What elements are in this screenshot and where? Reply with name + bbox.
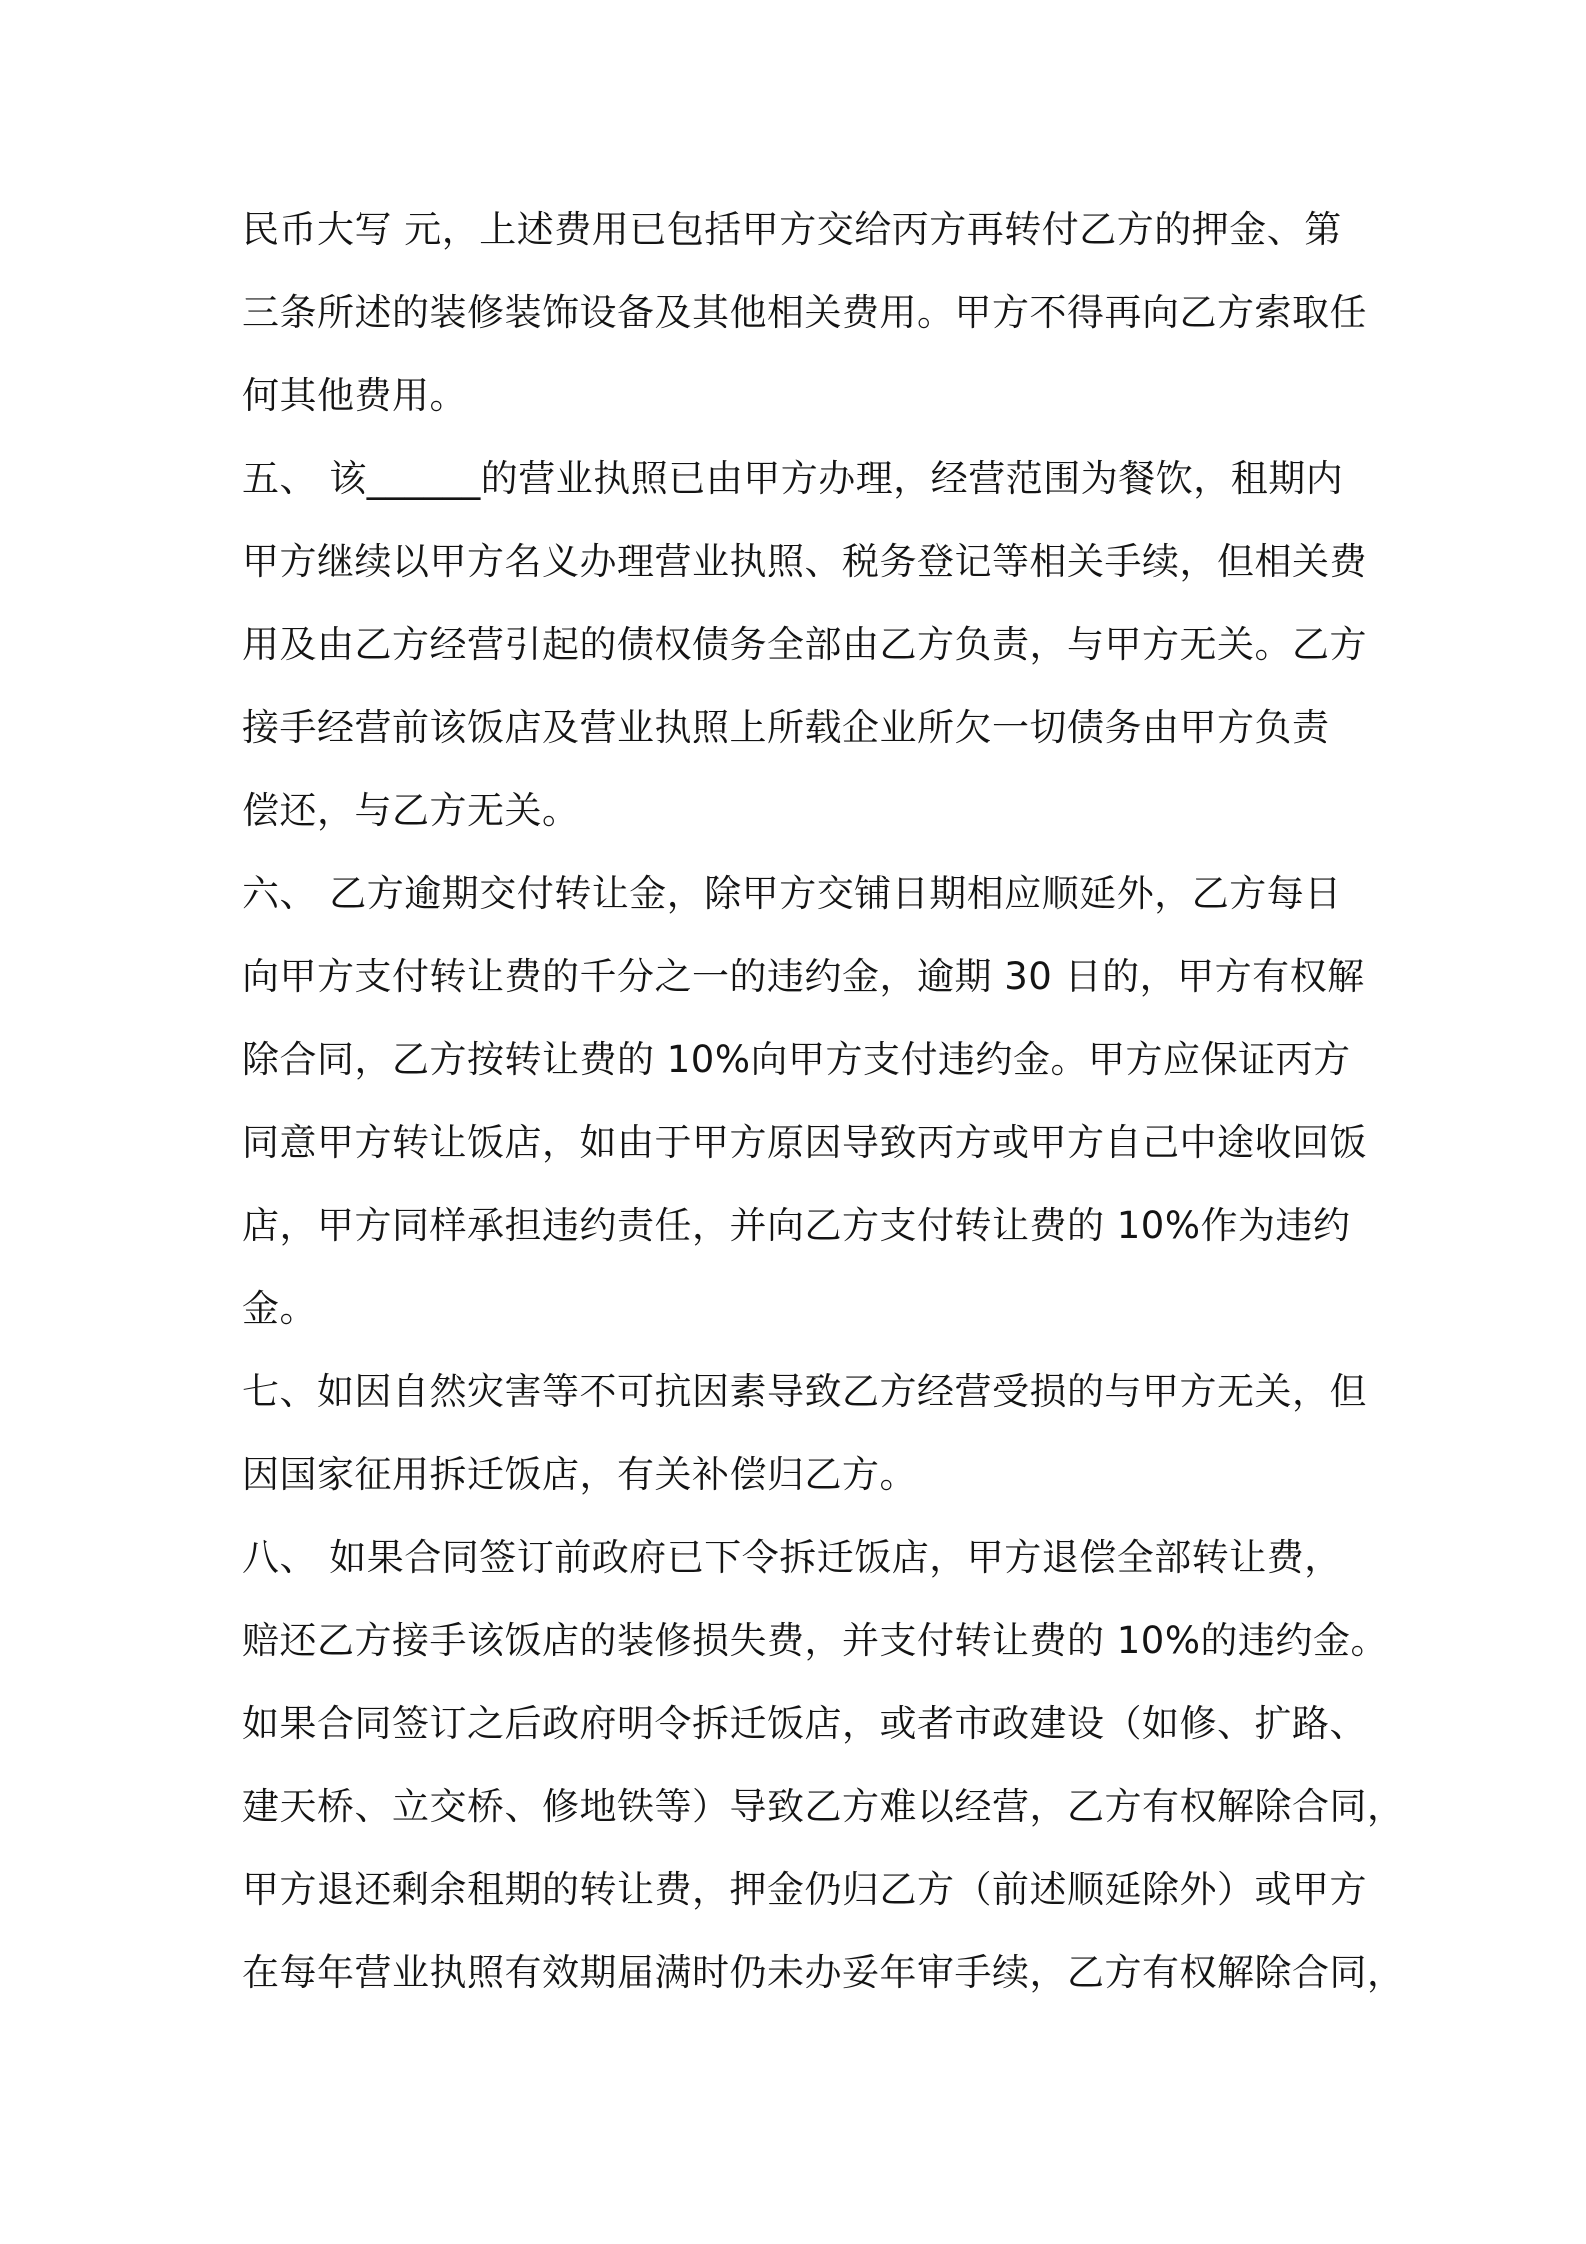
text-line: 如果合同签订之后政府明令拆迁饭店，或者市政建设（如修、扩路、 [242,1702,1367,1745]
text-line: 向甲方支付转让费的千分之一的违约金，逾期 30 日的，甲方有权解 [242,955,1365,998]
text-line: 同意甲方转让饭店，如由于甲方原因导致丙方或甲方自己中途收回饭 [242,1121,1367,1164]
text-line: 建天桥、立交桥、修地铁等）导致乙方难以经营，乙方有权解除合同， [242,1785,1405,1828]
text-line: 金。 [242,1287,317,1330]
text-line: 因国家征用拆迁饭店，有关补偿归乙方。 [242,1453,917,1496]
text-line: 八、 如果合同签订前政府已下令拆迁饭店，甲方退偿全部转让费， [242,1536,1342,1579]
text-line: 三条所述的装修装饰设备及其他相关费用。甲方不得再向乙方索取任 [242,291,1367,334]
text-line: 在每年营业执照有效期届满时仍未办妥年审手续，乙方有权解除合同， [242,1951,1405,1994]
text-line: 除合同，乙方按转让费的 10%向甲方支付违约金。甲方应保证丙方 [242,1038,1351,1081]
text-line: 甲方继续以甲方名义办理营业执照、税务登记等相关手续，但相关费 [242,540,1367,583]
text-line: 何其他费用。 [242,374,467,417]
text-line: 用及由乙方经营引起的债权债务全部由乙方负责，与甲方无关。乙方 [242,623,1367,666]
text-line: 五、 该______的营业执照已由甲方办理，经营范围为餐饮，租期内 [242,457,1344,500]
text-line: 六、 乙方逾期交付转让金，除甲方交铺日期相应顺延外，乙方每日 [242,872,1342,915]
text-line: 偿还，与乙方无关。 [242,789,580,832]
text-line: 民币大写 元，上述费用已包括甲方交给丙方再转付乙方的押金、第 [242,208,1342,251]
text-line: 接手经营前该饭店及营业执照上所载企业所欠一切债务由甲方负责 [242,706,1330,749]
text-line: 七、如因自然灾害等不可抗因素导致乙方经营受损的与甲方无关，但 [242,1370,1367,1413]
text-line: 甲方退还剩余租期的转让费，押金仍归乙方（前述顺延除外）或甲方 [242,1868,1367,1911]
text-line: 赔还乙方接手该饭店的装修损失费，并支付转让费的 10%的违约金。 [242,1619,1388,1662]
text-line: 店，甲方同样承担违约责任，并向乙方支付转让费的 10%作为违约 [242,1204,1351,1247]
